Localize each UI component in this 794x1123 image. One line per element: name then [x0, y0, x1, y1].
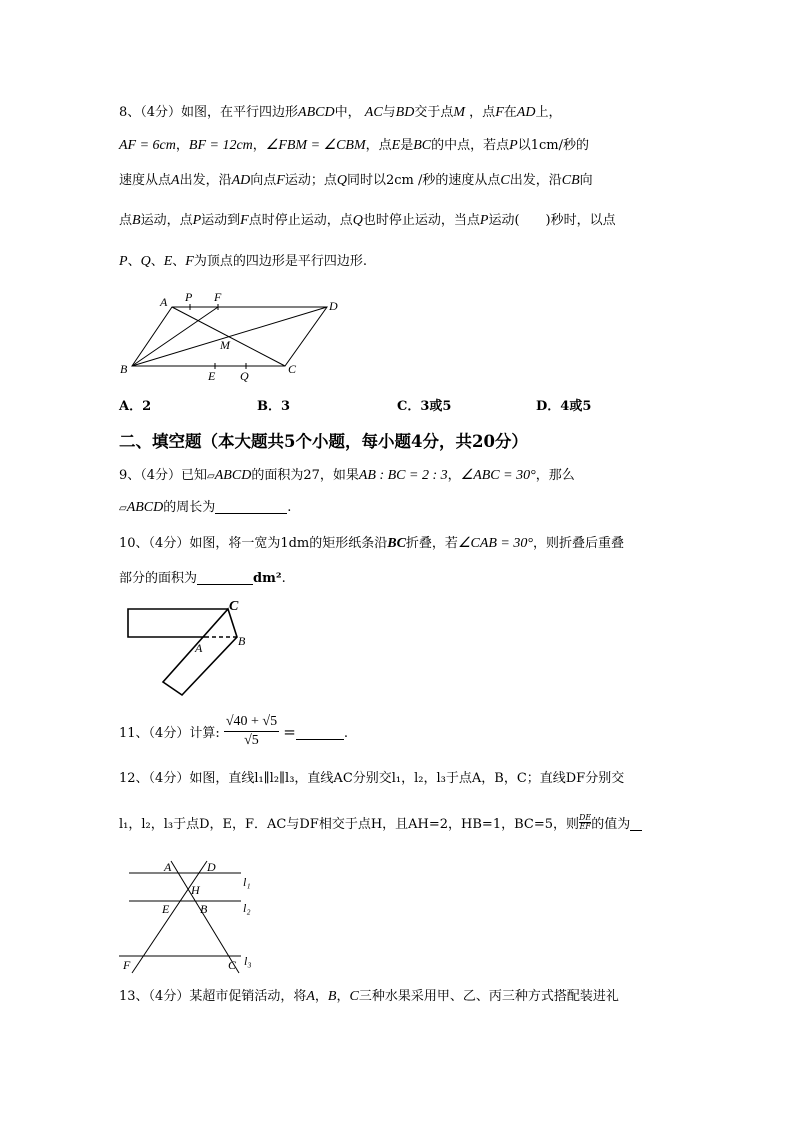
q8-math: F: [185, 254, 194, 269]
q12-answer-blank[interactable]: [630, 816, 642, 831]
q8-math: Q: [352, 213, 363, 228]
label-b: B: [238, 634, 246, 648]
q11-line: [119, 712, 348, 754]
q8-math: E: [163, 254, 173, 269]
q13-math: C: [349, 989, 359, 1004]
q10-folded-strip-figure: [125, 600, 255, 700]
q8-math: AD: [231, 173, 251, 188]
label-q: Q: [240, 369, 249, 383]
q8-text: 以1cm/秒的: [517, 138, 589, 153]
q8-text: ，: [252, 138, 266, 153]
label-h: H: [191, 883, 200, 897]
label-a: A: [160, 295, 168, 309]
q8-text: 上，: [535, 105, 562, 120]
q8-text: 运动；点: [284, 173, 337, 188]
label-e: E: [208, 369, 216, 383]
section-heading: 二、填空题（本大题共5个小题，每小题4分，共20分）: [119, 432, 528, 451]
q9-line-2: [119, 499, 291, 518]
q8-number: 8、（4分）如图，在平行四边形: [119, 105, 299, 120]
q8-text: 也时停止运动，当点: [362, 213, 480, 228]
q8-text: ，点: [365, 138, 392, 153]
q8-line-2: [119, 137, 589, 155]
label-b: B: [120, 362, 128, 376]
label-l3: l₃: [244, 954, 252, 968]
q9-text: ，: [447, 468, 461, 483]
q12-line-2: [119, 813, 642, 834]
q8-math: AD: [516, 105, 536, 120]
label-p: P: [185, 290, 193, 304]
q9-math: ABCD: [126, 500, 164, 515]
q8-math: F: [276, 173, 285, 188]
q8-option-c[interactable]: C．3或5: [397, 399, 452, 414]
q8-line-3: [119, 172, 593, 190]
q9-text: 的面积为27，如果: [251, 468, 359, 483]
q8-math: CB: [561, 173, 580, 188]
q13-math: A: [306, 989, 315, 1004]
q13-text: ，: [314, 989, 328, 1004]
q9-text: ，那么: [535, 468, 575, 483]
label-c: C: [229, 599, 239, 614]
q9-text: 的周长为: [163, 500, 216, 515]
label-d: D: [207, 860, 216, 874]
q8-math: P: [119, 254, 128, 269]
q9-text: 9、（4分）已知: [119, 468, 208, 483]
q13-text: 三种水果采用甲、乙、丙三种方式搭配装进礼: [358, 989, 619, 1004]
q8-math: BD: [395, 105, 415, 120]
q11-text: 11、（4分）计算:: [119, 726, 220, 741]
q12-text: l₁，l₂，l₃于点D，E，F．AC与DF相交于点H，且AH=2，HB=1，BC=5，则: [119, 817, 580, 832]
q8-text: 、: [150, 254, 164, 269]
q8-text: ，点: [469, 105, 496, 120]
parallelogram-symbol: ▱: [119, 503, 127, 514]
strip-horizontal: [128, 609, 228, 637]
q10-math: ∠CAB = 30°: [457, 536, 533, 551]
q8-math: B: [132, 213, 141, 228]
q12-text: 的值为: [591, 817, 631, 832]
q8-text: 的中点，若点: [431, 138, 510, 153]
label-l1: l₁: [243, 875, 251, 889]
q8-math: P: [509, 138, 518, 153]
q8-text: 同时以2cm /秒的速度从点: [346, 173, 501, 188]
q11-numerator: √40 + √5: [224, 713, 279, 732]
q8-math: ABCD: [298, 105, 335, 120]
q8-text: 出发，沿: [509, 173, 562, 188]
q8-math: ∠FBM = ∠CBM: [265, 138, 366, 153]
q9-math: ∠ABC = 30°: [460, 468, 536, 483]
q8-text: 为顶点的四边形是平行四边形.: [193, 254, 367, 269]
q12-fraction: [579, 814, 591, 831]
label-e: E: [162, 902, 170, 916]
q8-math: P: [192, 213, 202, 228]
q8-text: 向点: [250, 173, 277, 188]
q9-answer-blank[interactable]: [215, 499, 287, 514]
q8-math: M: [453, 105, 466, 120]
label-a: A: [195, 641, 203, 655]
q11-denominator: √5: [244, 733, 259, 748]
q8-text: 、: [172, 254, 186, 269]
q8-text: 交于点: [414, 105, 454, 120]
q11-text: .: [343, 726, 348, 741]
q12-numerator: DE: [579, 813, 592, 822]
label-l2: l₂: [243, 901, 251, 915]
q12-parallel-lines-figure: [115, 855, 265, 975]
q8-math: BC: [413, 138, 432, 153]
q8-math: F: [240, 213, 249, 228]
q8-text: 是: [400, 138, 414, 153]
q8-text: 出发，沿: [179, 173, 232, 188]
q10-text: 部分的面积为: [119, 571, 198, 586]
q8-math: A: [171, 173, 180, 188]
label-m: M: [220, 338, 230, 352]
q10-answer-blank[interactable]: [197, 570, 253, 585]
q8-text: 运动，点: [140, 213, 193, 228]
q10-text: .: [281, 571, 286, 586]
q8-math: BF = 12cm: [188, 138, 253, 153]
q8-line-1: [119, 104, 561, 122]
q8-text: 在: [503, 105, 517, 120]
q8-text: 向: [579, 173, 593, 188]
q9-text: .: [287, 500, 292, 515]
q9-math: AB : BC = 2 : 3: [358, 468, 448, 483]
q8-text: 、: [127, 254, 141, 269]
label-d: D: [329, 299, 338, 313]
q10-text: ，则折叠后重叠: [532, 536, 624, 551]
q8-math: Q: [336, 173, 347, 188]
q8-math: F: [495, 105, 504, 120]
diagonal-bd: [132, 307, 327, 366]
q10-math: BC: [387, 536, 406, 551]
q11-answer-blank[interactable]: [296, 725, 344, 740]
q13-text: 13、（4分）某超市促销活动，将: [119, 989, 307, 1004]
q8-math: AC: [364, 105, 383, 120]
q10-line-1: [119, 535, 624, 553]
parallelogram-symbol: ▱: [207, 471, 215, 482]
q8-math: AF = 6cm: [119, 138, 176, 153]
q8-option-b[interactable]: B．3: [257, 399, 291, 414]
q8-text: 中，: [334, 105, 361, 120]
q10-text: 10、（4分）如图，将一宽为1dm的矩形纸条沿: [119, 536, 388, 551]
label-f: F: [123, 958, 131, 972]
q8-text: ，: [175, 138, 189, 153]
q13-text: ，: [336, 989, 350, 1004]
q8-math: E: [391, 138, 401, 153]
q8-math: P: [479, 213, 489, 228]
q8-text: 与: [382, 105, 396, 120]
q10-text: 折叠，若: [405, 536, 458, 551]
q9-line-1: [119, 467, 575, 486]
q11-equals: =: [283, 723, 296, 741]
q8-math: C: [500, 173, 510, 188]
q9-math: ABCD: [214, 468, 252, 483]
q8-line-5: [119, 253, 367, 271]
q8-line-4: [119, 212, 616, 230]
q8-text: 点: [119, 213, 133, 228]
label-b: B: [200, 902, 208, 916]
q12-denominator: EF: [579, 822, 591, 831]
label-f: F: [214, 290, 222, 304]
label-c: C: [288, 362, 297, 376]
q8-option-a[interactable]: A．2: [119, 399, 152, 414]
q13-math: B: [327, 989, 337, 1004]
label-c: C: [228, 958, 237, 972]
q10-unit: dm²: [253, 571, 282, 586]
q8-text: 运动到: [201, 213, 241, 228]
q8-text: 速度从点: [119, 173, 172, 188]
q8-text: 运动( )秒时，以点: [488, 213, 616, 228]
q12-text: 12、（4分）如图，直线l₁∥l₂∥l₃，直线AC分别交l₁，l₂，l₃于点A，B，C；直线DF分别交: [119, 771, 625, 786]
q13-line-1: [119, 988, 619, 1006]
q8-math: Q: [140, 254, 151, 269]
label-a: A: [164, 860, 172, 874]
q8-option-d[interactable]: D．4或5: [536, 399, 592, 414]
q8-parallelogram-figure: [115, 288, 355, 388]
q12-line-1: [119, 770, 624, 788]
q11-fraction: [224, 713, 279, 750]
q10-line-2: [119, 570, 286, 588]
q8-text: 点时停止运动，点: [248, 213, 353, 228]
segment-bf: [132, 307, 218, 366]
